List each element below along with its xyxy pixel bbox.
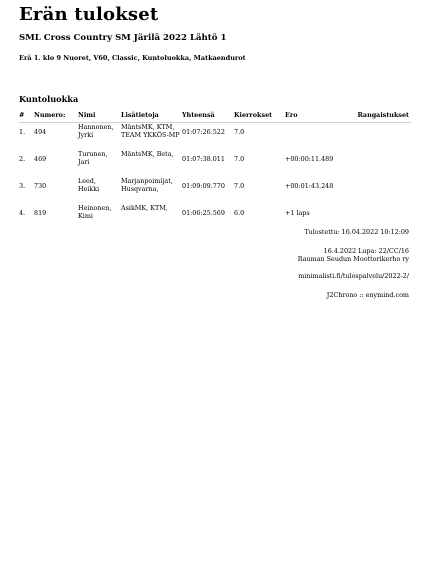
col-header-name: Nimi (78, 110, 121, 123)
col-header-place: # (19, 110, 34, 123)
diff-cell: +00:00:11.489 (285, 155, 334, 163)
results-table (19, 110, 411, 231)
class-title: Kuntoluokka (19, 94, 79, 104)
info-cell: AsikMK, KTM, (121, 204, 168, 212)
total-time-cell: 01:07:38.011 (182, 155, 225, 163)
laps-cell: 7.0 (234, 182, 245, 190)
total-time-cell: 01:09:09.770 (182, 182, 225, 190)
info-cell: MäntsMK, KTM, TEAM YKKÖS-MP (121, 123, 180, 139)
penalty-cell (343, 123, 411, 151)
event-info (298, 247, 409, 263)
event-subtitle: SML Cross Country SM Järilä 2022 Lähtö 1 (19, 33, 227, 43)
table-header-row (19, 110, 411, 123)
col-header-penalty: Rangaistukset (343, 110, 411, 123)
table-row (19, 123, 411, 151)
col-header-total: Yhteensä (182, 110, 234, 123)
diff-cell: +1 laps (285, 209, 310, 217)
info-cell: Marjanpoimijat, Husqvarna, (121, 177, 173, 193)
col-header-number: Numero: (34, 110, 78, 123)
organizer-name: Rauman Seudun Moottorikerho ry (297, 255, 409, 263)
laps-cell: 7.0 (234, 155, 245, 163)
page-title: Erän tulokset (19, 4, 159, 25)
number-cell: 494 (34, 128, 47, 136)
place-cell: 1. (19, 128, 26, 136)
printed-timestamp: Tulostettu: 16.04.2022 10:12:09 (304, 228, 409, 236)
results-link[interactable]: minimalisti.fi/tulospalvelu/2022-2/ (298, 272, 409, 280)
name-cell: Leed, Heikki (78, 177, 100, 193)
diff-cell (285, 123, 343, 151)
penalty-cell (343, 150, 411, 177)
number-cell: 819 (34, 209, 47, 217)
penalty-cell (343, 177, 411, 204)
info-cell: MäntsMK, Beta, (121, 150, 174, 158)
col-header-diff: Ero (285, 110, 343, 123)
table-row (19, 204, 411, 231)
heat-description: Erä 1. klo 9 Nuoret, V60, Classic, Kuntoluokka, Matkaendurot (19, 54, 246, 62)
table-row (19, 177, 411, 204)
laps-cell: 6.0 (234, 209, 245, 217)
name-cell: Hannonen, Jyrki (78, 123, 114, 139)
place-cell: 2. (19, 155, 26, 163)
total-time-cell: 01:07:26.522 (182, 128, 225, 136)
name-cell: Turunen, Jari (78, 150, 108, 166)
software-credit: J2Chrono :: enymind.com (326, 291, 409, 299)
table-row (19, 150, 411, 177)
event-date-permit: 16.4.2022 Lupa: 22/CC/16 (323, 247, 409, 255)
total-time-cell: 01:06:25.569 (182, 209, 225, 217)
penalty-cell (343, 204, 411, 231)
diff-cell: +00:01:43.248 (285, 182, 334, 190)
col-header-info: Lisätietoja (121, 110, 182, 123)
place-cell: 3. (19, 182, 26, 190)
place-cell: 4. (19, 209, 26, 217)
number-cell: 469 (34, 155, 47, 163)
col-header-laps: Kierrokset (234, 110, 285, 123)
number-cell: 730 (34, 182, 47, 190)
name-cell: Heinonen, Kimi (78, 204, 112, 220)
laps-cell: 7.0 (234, 128, 245, 136)
